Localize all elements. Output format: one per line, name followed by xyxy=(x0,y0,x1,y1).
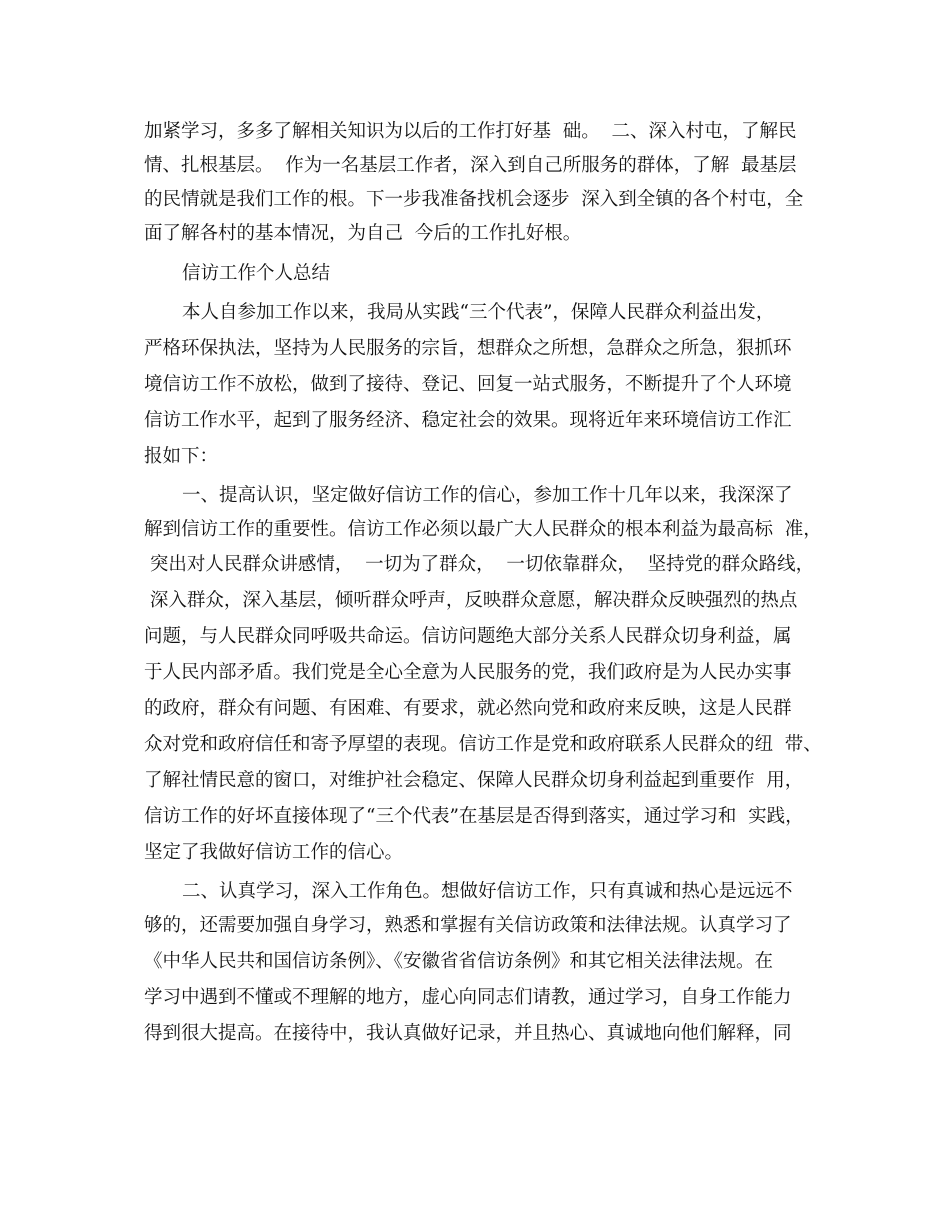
section-heading: 信访工作个人总结 xyxy=(182,263,331,284)
text-line: 解到信访工作的重要性。信访工作必须以最广大人民群众的根本利益为最高标 准， xyxy=(144,519,822,540)
text-line: 够的，还需要加强自身学习，熟悉和掌握有关信访政策和法律法规。认真学习了 xyxy=(144,915,792,936)
text-line: 报如下： xyxy=(144,446,219,467)
text-line: 一、提高认识，坚定做好信访工作的信心，参加工作十几年以来，我深深了 xyxy=(182,485,793,506)
text-line: 得到很大提高。在接待中，我认真做好记录，并且热心、真诚地向他们解释，同 xyxy=(144,1023,792,1044)
text-line: 的民情就是我们工作的根。下一步我准备找机会逐步 深入到全镇的各个村屯，全 xyxy=(144,189,804,210)
text-line: 了解社情民意的窗口，对维护社会稳定、保障人民群众切身利益起到重要作 用， xyxy=(144,770,804,791)
text-line: 境信访工作不放松，做到了接待、登记、回复一站式服务，不断提升了个人环境 xyxy=(144,374,792,395)
text-line: 信访工作水平，起到了服务经济、稳定社会的效果。现将近年来环境信访工作汇 xyxy=(144,410,792,431)
text-line: 本人自参加工作以来，我局从实践“三个代表”，保障人民群众利益出发， xyxy=(182,302,775,323)
text-line: 加紧学习，多多了解相关知识为以后的工作打好基 础。 二、深入村屯，了解民 xyxy=(144,121,797,142)
text-line: 学习中遇到不懂或不理解的地方，虚心向同志们请教，通过学习，自身工作能力 xyxy=(144,987,792,1008)
text-line: 的政府，群众有问题、有困难、有要求，就必然向党和政府来反映，这是人民群 xyxy=(144,698,792,719)
text-line: 深入群众，深入基层，倾听群众呼声，反映群众意愿，解决群众反映强烈的热点 xyxy=(144,590,798,611)
text-line: 众对党和政府信任和寄予厚望的表现。信访工作是党和政府联系人民群众的纽 带、 xyxy=(144,734,822,755)
text-line: 于人民内部矛盾。我们党是全心全意为人民服务的党，我们政府是为人民办实事 xyxy=(144,662,792,683)
text-line: 问题，与人民群众同呼吸共命运。信访问题绝大部分关系人民群众切身利益，属 xyxy=(144,626,792,647)
text-line: 面了解各村的基本情况，为自己 今后的工作扎好根。 xyxy=(144,223,582,244)
text-line: 突出对人民群众讲感情， 一切为了群众， 一切依靠群众， 坚持党的群众路线， xyxy=(144,554,815,575)
text-line: 《中华人民共和国信访条例》、《安徽省省信访条例》和其它相关法律法规。在 xyxy=(144,951,774,972)
text-line: 二、认真学习，深入工作角色。想做好信访工作，只有真诚和热心是远远不 xyxy=(182,881,793,902)
text-line: 信访工作的好坏直接体现了“三个代表”在基层是否得到落实，通过学习和 实践， xyxy=(144,806,804,827)
text-line: 情、扎根基层。 作为一名基层工作者，深入到自己所服务的群体，了解 最基层 xyxy=(144,155,797,176)
text-line: 严格环保执法，坚持为人民服务的宗旨，想群众之所想，急群众之所急，狠抓环 xyxy=(144,338,792,359)
text-line: 坚定了我做好信访工作的信心。 xyxy=(144,842,404,863)
